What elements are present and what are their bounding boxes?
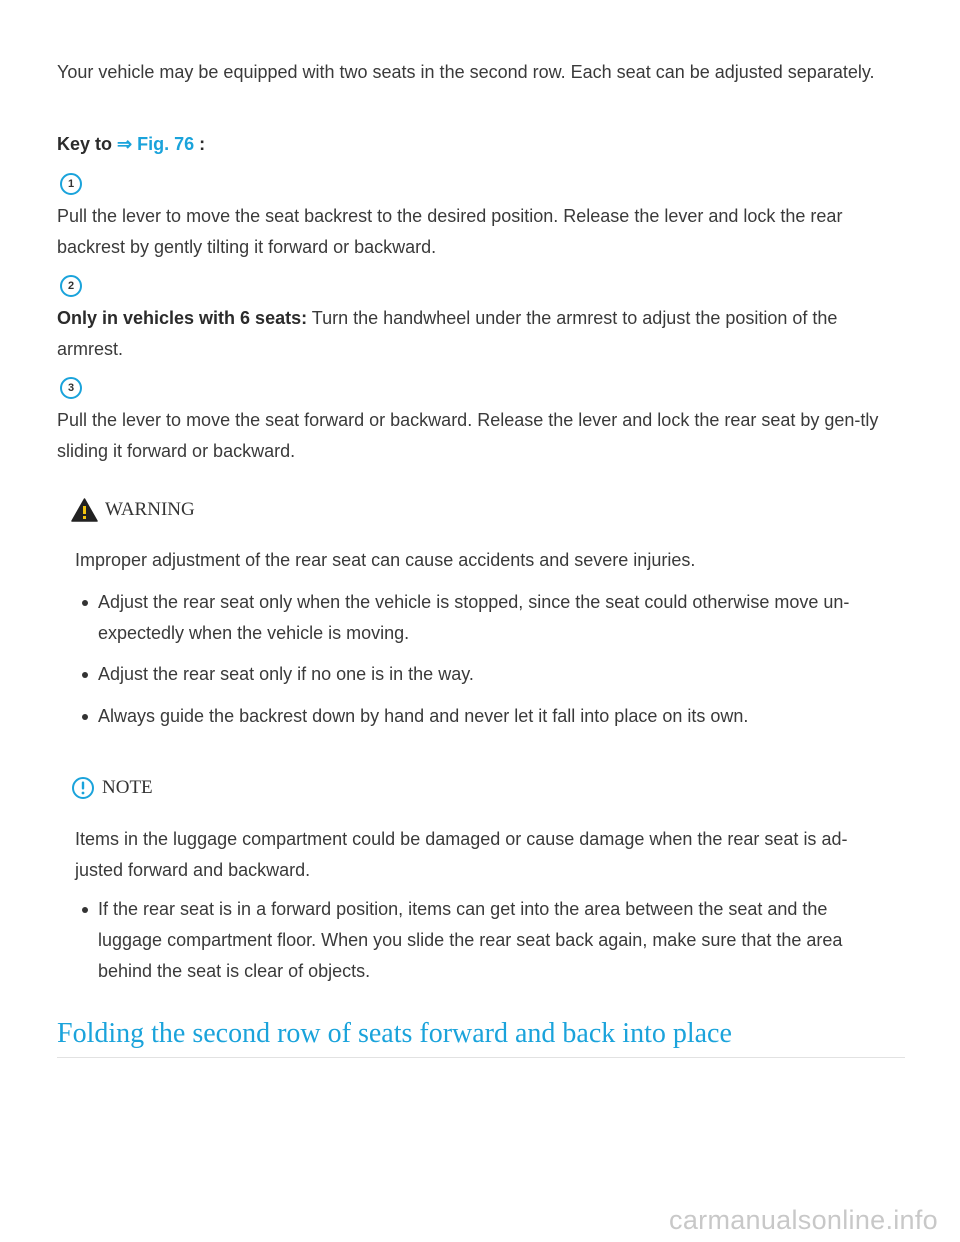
warning-bullet-2: Adjust the rear seat only if no one is in the way. [75, 659, 895, 690]
warning-text: Improper adjustment of the rear seat can cause accidents and severe injuries. [75, 550, 696, 570]
key-suffix: : [194, 134, 206, 154]
exclamation-circle-icon [71, 776, 95, 800]
note-header [71, 776, 153, 800]
note-text: Items in the luggage compartment could be damaged or cause damage when the rear seat is ad-justed forward and backward. [75, 829, 848, 880]
watermark-text: carmanualsonline.info [669, 1205, 938, 1235]
note-bullet-list [75, 894, 895, 987]
note-bullet-1: If the rear seat is in a forward position, items can get into the area between the seat and the luggage compartment floor. When you slide the rear seat back again, make sure that the area behind the seat is clear of objects. [75, 894, 895, 987]
step-3-description: Pull the lever to move the seat forward or backward. Release the lever and lock the rear seat by gen-tly sliding it forward or backward. [57, 410, 879, 461]
warning-bullet-3: Always guide the backrest down by hand and never let it fall into place on its own. [75, 701, 895, 732]
step-1-text [57, 201, 902, 263]
warning-header [71, 498, 195, 522]
callout-number-3: 3 [60, 377, 82, 399]
warning-title: WARNING [105, 499, 195, 520]
note-title: NOTE [102, 777, 153, 798]
warning-triangle-icon [71, 498, 98, 522]
callout-number-1: 1 [60, 173, 82, 195]
intro-paragraph: Your vehicle may be equipped with two seats in the second row. Each seat can be adjusted separately. [57, 62, 875, 82]
warning-bullet-list [75, 587, 895, 732]
step-2-description: Turn the handwheel under the armrest to adjust the position of the armrest. [57, 308, 838, 359]
warning-bullet-1: Adjust the rear seat only when the vehicle is stopped, since the seat could otherwise move un-expectedly when the vehicle is moving. [75, 587, 895, 649]
section-heading: Folding the second row of seats forward and back into place [57, 1016, 905, 1058]
key-prefix: Key to [57, 134, 118, 154]
step-2-bold-label: Only in vehicles with 6 seats: [57, 308, 308, 328]
callout-number-2: 2 [60, 275, 82, 297]
step-2-text [57, 303, 902, 365]
step-1-description: Pull the lever to move the seat backrest to the desired position. Release the lever and lock the rear backrest by gently tilting it forward or backward. [57, 206, 843, 257]
step-3-text [57, 405, 902, 467]
figure-key [57, 130, 205, 158]
figure-link[interactable]: ⇒ Fig. 76 [117, 134, 195, 154]
